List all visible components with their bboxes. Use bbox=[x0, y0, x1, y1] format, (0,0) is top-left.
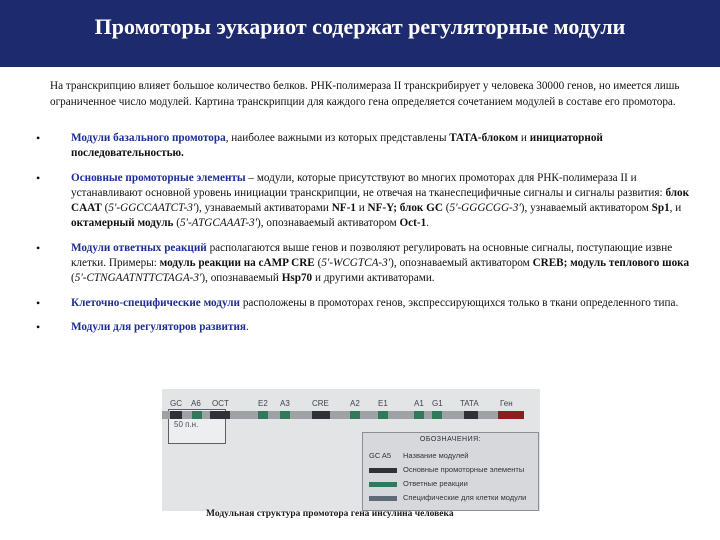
module-oct bbox=[210, 411, 230, 419]
module-gc bbox=[170, 411, 182, 419]
legend-row bbox=[369, 493, 526, 503]
module-a2 bbox=[350, 411, 360, 419]
bullet-development: • Модули для регуляторов развития. bbox=[36, 319, 249, 334]
figure-caption: Модульная структура промотора гена инсулина человека bbox=[206, 509, 454, 519]
module-a3 bbox=[280, 411, 290, 419]
bullet-dot-icon: • bbox=[36, 295, 41, 310]
bullet-dot-icon: • bbox=[36, 131, 41, 145]
legend-swatch-response bbox=[369, 482, 397, 487]
tick-label: OCT bbox=[212, 399, 229, 408]
promoter-bar bbox=[162, 411, 524, 419]
bullet-dot-icon: • bbox=[36, 319, 41, 334]
bullet-response-modules: • Модули ответных реакций располагаются выше генов и позволяют регулировать на основные сигналы, поступающие извне клетки. Примеры: модуль реакции на cAMP CRE (5'-WCGTCA-3'), опознаваемый активатором CREB; модуль теплового шока (5'-CTNGAATNTTCTAGA-3'), опознаваемый Hsp70 и другими активаторами. bbox=[36, 240, 690, 285]
tick-label: A3 bbox=[280, 399, 290, 408]
tick-label: TATA bbox=[460, 399, 479, 408]
legend-row bbox=[369, 465, 524, 475]
bullet-list bbox=[36, 131, 696, 344]
scale-label: 50 п.н. bbox=[174, 420, 199, 429]
bullet-basal-promoter: • Модули базального промотора, наиболее важными из которых представлены TATA-блоком и инициаторной последовательностью. bbox=[36, 131, 603, 160]
legend-row bbox=[369, 479, 468, 489]
bullet-cell-specific: • Клеточно-специфические модули расположены в промоторах генов, экспрессирующихся только в ткани определенного типа. bbox=[36, 295, 679, 310]
legend-swatch-core bbox=[369, 468, 397, 473]
tick-label: E2 bbox=[258, 399, 268, 408]
module-a1 bbox=[414, 411, 424, 419]
legend-row bbox=[369, 451, 468, 461]
tick-label: A6 bbox=[191, 399, 201, 408]
tick-label: E1 bbox=[378, 399, 388, 408]
bullet-dot-icon: • bbox=[36, 240, 41, 255]
module-e1 bbox=[378, 411, 388, 419]
title-bar bbox=[0, 0, 720, 67]
legend-text: Специфические для клетки модули bbox=[403, 493, 527, 502]
module-cre bbox=[312, 411, 330, 419]
module-a6 bbox=[192, 411, 202, 419]
diagram-legend bbox=[362, 432, 539, 511]
module-tata bbox=[464, 411, 478, 419]
tick-label: CRE bbox=[312, 399, 329, 408]
bullet-dot-icon: • bbox=[36, 170, 41, 185]
legend-swatch-cell-specific bbox=[369, 496, 397, 501]
bullet-core-elements: • Основные промоторные элементы – модули, которые присутствуют во многих промоторах для РНК-полимераза II и устанавливают основной уровень инициации транскрипции, не отвечая на тканеспецифичные сигналы и сигналы развития: блок CAAT (5'-GGCCAATCT-3'), узнаваемый активаторами NF-1 и NF-Y; блок GC (5'-GGGCGG-3'), узнаваемый активатором Sp1, и октамерный модуль (5'-ATGCAAAT-3'), опознаваемый активатором Oct-1. bbox=[36, 170, 690, 230]
legend-text: Основные промоторные элементы bbox=[403, 465, 525, 474]
tick-label: G1 bbox=[432, 399, 443, 408]
tick-label: A2 bbox=[350, 399, 360, 408]
gene-segment bbox=[498, 411, 524, 419]
legend-code: GC A5 bbox=[369, 451, 392, 460]
legend-title: ОБОЗНАЧЕНИЯ: bbox=[419, 436, 482, 443]
tick-label: Ген bbox=[500, 399, 513, 408]
legend-text: Ответные реакции bbox=[403, 479, 468, 488]
slide-title: Промоторы эукариот содержат регуляторные модули bbox=[94, 14, 626, 39]
module-g1 bbox=[432, 411, 442, 419]
promoter-diagram bbox=[162, 389, 540, 511]
tick-label: A1 bbox=[414, 399, 424, 408]
legend-text: Название модулей bbox=[403, 451, 469, 460]
module-e2 bbox=[258, 411, 268, 419]
intro-paragraph: На транскрипцию влияет большое количество белков. РНК-полимераза II транскрибирует у человека 30000 генов, но имеется лишь ограниченное число модулей. Картина транскрипции для каждого гена определяется сочетанием модулей в составе его промотора. bbox=[50, 80, 680, 108]
tick-label: GC bbox=[170, 399, 182, 408]
